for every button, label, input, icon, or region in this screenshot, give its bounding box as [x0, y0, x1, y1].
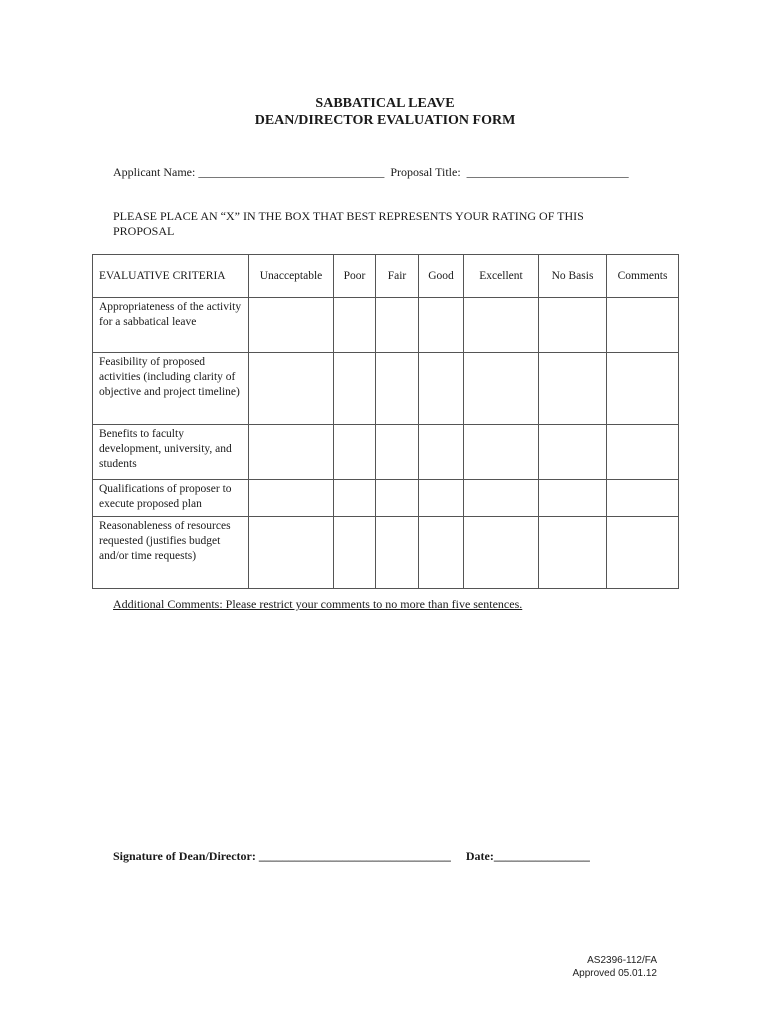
- evaluation-table: [92, 254, 679, 589]
- date-label: Date:: [465, 849, 494, 863]
- rating-cell-fair[interactable]: [376, 298, 419, 353]
- rating-cell-no-basis[interactable]: [539, 480, 607, 517]
- rating-cell-excellent[interactable]: [464, 425, 539, 480]
- rating-cell-unacceptable[interactable]: [249, 480, 334, 517]
- rating-cell-good[interactable]: [419, 298, 464, 353]
- criterion-label: Reasonableness of resources requested (justifies budget and/or time requests): [93, 517, 249, 589]
- criterion-label: Feasibility of proposed activities (including clarity of objective and project timeline): [93, 353, 249, 425]
- rating-instructions: PLEASE PLACE AN “X” IN THE BOX THAT BEST REPRESENTS YOUR RATING OF THIS PROPOSAL: [113, 209, 584, 238]
- approved-date: Approved 05.01.12: [572, 968, 657, 979]
- header-fair: Fair: [376, 255, 419, 298]
- table-row: [93, 425, 679, 480]
- rating-cell-excellent[interactable]: [464, 353, 539, 425]
- table-row: [93, 517, 679, 589]
- table-row: [93, 353, 679, 425]
- date-field[interactable]: ________________: [493, 849, 590, 863]
- header-good: Good: [419, 255, 464, 298]
- signature-field[interactable]: ________________________________: [258, 849, 451, 863]
- rating-cell-poor[interactable]: [334, 298, 376, 353]
- rating-cell-good[interactable]: [419, 480, 464, 517]
- header-evaluative-criteria: EVALUATIVE CRITERIA: [93, 255, 249, 298]
- rating-cell-no-basis[interactable]: [539, 425, 607, 480]
- rating-cell-good[interactable]: [419, 353, 464, 425]
- comments-cell[interactable]: [607, 517, 679, 589]
- rating-cell-no-basis[interactable]: [539, 517, 607, 589]
- table-header-row: [93, 255, 679, 298]
- rating-cell-no-basis[interactable]: [539, 353, 607, 425]
- rating-cell-unacceptable[interactable]: [249, 425, 334, 480]
- form-title-line1: SABBATICAL LEAVE: [315, 96, 455, 111]
- header-unacceptable: Unacceptable: [249, 255, 334, 298]
- form-title-line2: DEAN/DIRECTOR EVALUATION FORM: [254, 113, 516, 128]
- applicant-proposal-line: [113, 165, 629, 180]
- rating-cell-unacceptable[interactable]: [249, 298, 334, 353]
- rating-cell-unacceptable[interactable]: [249, 353, 334, 425]
- rating-cell-fair[interactable]: [376, 517, 419, 589]
- table-row: [93, 480, 679, 517]
- rating-cell-good[interactable]: [419, 517, 464, 589]
- applicant-name-field[interactable]: _______________________________: [198, 165, 385, 179]
- comments-cell[interactable]: [607, 480, 679, 517]
- rating-cell-poor[interactable]: [334, 353, 376, 425]
- rating-cell-no-basis[interactable]: [539, 298, 607, 353]
- criterion-label: Benefits to faculty development, university, and students: [93, 425, 249, 480]
- header-poor: Poor: [334, 255, 376, 298]
- header-comments: Comments: [607, 255, 679, 298]
- criterion-label: Qualifications of proposer to execute proposed plan: [93, 480, 249, 517]
- rating-cell-excellent[interactable]: [464, 517, 539, 589]
- rating-cell-poor[interactable]: [334, 425, 376, 480]
- table-row: [93, 298, 679, 353]
- comments-cell[interactable]: [607, 353, 679, 425]
- rating-cell-excellent[interactable]: [464, 298, 539, 353]
- signature-line: [113, 849, 590, 864]
- rating-cell-poor[interactable]: [334, 480, 376, 517]
- proposal-title-label: Proposal Title:: [390, 165, 461, 179]
- rating-cell-excellent[interactable]: [464, 480, 539, 517]
- proposal-title-field[interactable]: ___________________________: [466, 165, 629, 179]
- comments-cell[interactable]: [607, 425, 679, 480]
- criterion-label: Appropriateness of the activity for a sabbatical leave: [93, 298, 249, 353]
- form-code: AS2396-112/FA: [587, 955, 657, 966]
- rating-cell-fair[interactable]: [376, 480, 419, 517]
- form-footer: [572, 954, 657, 980]
- rating-cell-fair[interactable]: [376, 353, 419, 425]
- rating-cell-fair[interactable]: [376, 425, 419, 480]
- rating-cell-good[interactable]: [419, 425, 464, 480]
- header-excellent: Excellent: [464, 255, 539, 298]
- applicant-name-label: Applicant Name:: [113, 165, 196, 179]
- rating-cell-unacceptable[interactable]: [249, 517, 334, 589]
- signature-label: Signature of Dean/Director:: [113, 849, 256, 863]
- additional-comments-label: Additional Comments: Please restrict your comments to no more than five sentences.: [113, 597, 523, 611]
- comments-cell[interactable]: [607, 298, 679, 353]
- header-no-basis: No Basis: [539, 255, 607, 298]
- rating-cell-poor[interactable]: [334, 517, 376, 589]
